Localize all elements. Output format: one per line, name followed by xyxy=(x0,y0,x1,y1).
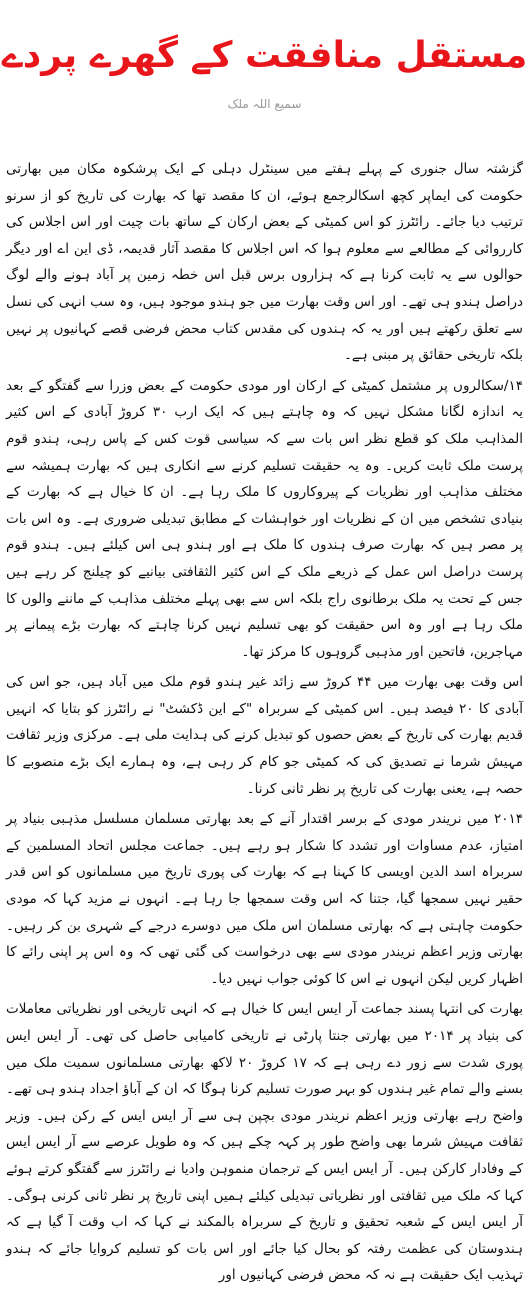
article-paragraph: ۱۴/سکالروں پر مشتمل کمیٹی کے ارکان اور مودی حکومت کے بعض وزرا سے گفتگو کے بعد یہ اندازہ لگانا مشکل نہیں کہ وہ چاہتے ہیں کہ ایک ارب ۳۰ کروڑ آبادی کے اس کثیر المذاہب ملک کو قطع نظر اس بات سے کہ سیاسی قوت کس کے پاس رہی، ہندو قوم پرست ملک ثابت کریں۔ وہ یہ حقیقت تسلیم کرنے سے انکاری ہیں کہ بھارت ہمیشہ سے مختلف مذاہب اور نظریات کے پیروکاروں کا ملک رہا ہے۔ ان کا خیال ہے کہ بھارت کے بنیادی تشخص میں ان کے نظریات اور خواہشات کے مطابق تبدیلی ضروری ہے۔ وہ اس بات پر مصر ہیں کہ بھارت صرف ہندوں کا ملک ہے اور ہندو ہی اس کیلئے ہیں۔ ہندو قوم پرست دراصل اس عمل کے ذریعے ملک کے اس کثیر الثقافتی بیانیے کو چیلنج کر رہے ہیں جس کے تحت یہ ملک برطانوی راج بلکہ اس سے بھی پہلے مختلف مذاہب کے ماننے والوں کا ملک رہا ہے اور وہ اس حقیقت کو بھی تسلیم نہیں کرنا چاہتے کہ بھارت بڑے پیمانے پر مہاجرین، فاتحین اور مذہبی گروہوں کا مرکز تھا۔ xyxy=(6,377,523,660)
article-title: مستقل منافقت کے گھرے پردے xyxy=(1,35,528,76)
article-paragraph: بھارت کی انتہا پسند جماعت آر ایس ایس کا خیال ہے کہ انہی تاریخی اور نظریاتی معاملات کی بنیاد پر ۲۰۱۴ میں بھارتی جنتا پارٹی نے تاریخی کامیابی حاصل کی تھی۔ آر ایس ایس پوری شدت سے زور دے رہی ہے کہ ۱۷ کروڑ ۲۰ لاکھ بھارتی مسلمانوں سمیت ملک میں بسنے والے تمام غیر ہندوں کو بہر صورت تسلیم کرنا ہوگا کہ ان کے آباؤ اجداد ہندو ہی تھے۔ واضح رہے بھارتی وزیر اعظم نریندر مودی بچپن ہی سے آر ایس ایس کے رکن ہیں۔ وزیر ثقافت مہیش شرما بھی واضح طور پر کہہ چکے ہیں کہ وہ طویل عرصے سے آر ایس ایس کے وفادار کارکن ہیں۔ آر ایس ایس کے ترجمان منموہن وادیا نے رائٹرز سے گفتگو کرتے ہوئے کہا کہ ملک میں ثقافتی اور نظریاتی تبدیلی کیلئے ہمیں اپنی تاریخ پر نظر ثانی کرنی ہوگی۔ آر ایس ایس کے شعبہ تحقیق و تاریخ کے سربراہ بالمکند نے کہا کہ اب وقت آ گیا ہے کہ ہندوستان کی عظمت رفتہ کو بحال کیا جائے اور اس بات کو تسلیم کروایا جائے کہ ہندو تہذیب ایک حقیقت ہے نہ کہ محض فرضی کہانیوں اور xyxy=(6,1001,523,1284)
author-byline: سمیع اللہ ملک xyxy=(227,97,302,111)
article-paragraph: اس وقت بھی بھارت میں ۴۴ کروڑ سے زائد غیر ہندو قوم ملک میں آباد ہیں، جو اس کی آبادی کا ۲۰ فیصد ہیں۔ اس کمیٹی کے سربراہ "کے این ڈکشٹ" نے رائٹرز کو بتایا کہ انہیں قدیم بھارت کی تاریخ کے بعض حصوں کو تبدیل کرنے کی ہدایت ملی ہے۔ مرکزی وزیر ثقافت مہیش شرما نے تصدیق کی کہ کمیٹی جو کام کر رہی ہے، وہ ہمارے ایک بڑے منصوبے کا حصہ ہے، یعنی بھارت کی تاریخ پر نظر ثانی کرنا۔ xyxy=(6,674,523,797)
article-paragraph: گزشتہ سال جنوری کے پہلے ہفتے میں سینٹرل دہلی کے ایک پرشکوہ مکان میں بھارتی حکومت کی ایماپر کچھ اسکالرجمع ہوئے، ان کا مقصد تھا کہ بھارت کی تاریخ کو از سرنو ترتیب دیا جائے۔ رائٹرز کو اس کمیٹی کے بعض ارکان کے ساتھ بات چیت اور اس اجلاس کی کارروائی کے مطالعے سے معلوم ہوا کہ اس اجلاس کا مقصد آثار قدیمہ، ڈی این اے اور دیگر حوالوں سے یہ ثابت کرنا ہے کہ ہزاروں برس قبل اس خطہ زمین پر آباد ہونے والے لوگ دراصل ہندو ہی تھے۔ اور اس وقت بھارت میں جو ہندو موجود ہیں، وہ سب انہی کی نسل سے تعلق رکھتے ہیں اور یہ کہ ہندوں کی مقدس کتاب محض فرضی قصے کہانیوں پر نہیں بلکہ تاریخی حقائق پر مبنی ہے۔ xyxy=(6,161,523,364)
article-body xyxy=(6,156,523,1293)
article-paragraph: ۲۰۱۴ میں نریندر مودی کے برسر اقتدار آنے کے بعد بھارتی مسلمان مسلسل مذہبی بنیاد پر امتیاز، عدم مساوات اور تشدد کا شکار ہو رہے ہیں۔ جماعت مجلس اتحاد المسلمین کے سربراہ اسد الدین اویسی کا کہنا ہے کہ بھارت کی پوری تاریخ میں مسلمانوں کو اس قدر حقیر نہیں سمجھا گیا، جتنا کہ اس وقت سمجھا جا رہا ہے۔ انہوں نے مزید کہا کہ مودی حکومت چاہتی ہے کہ بھارتی مسلمان اس ملک میں دوسرے درجے کے شہری بن کر رہیں۔ بھارتی وزیر اعظم نریندر مودی سے بھی درخواست کی گئی تھی کہ وہ اس پر اپنی رائے کا اظہار کریں لیکن انہوں نے اس کا کوئی جواب نہیں دیا۔ xyxy=(6,811,523,987)
